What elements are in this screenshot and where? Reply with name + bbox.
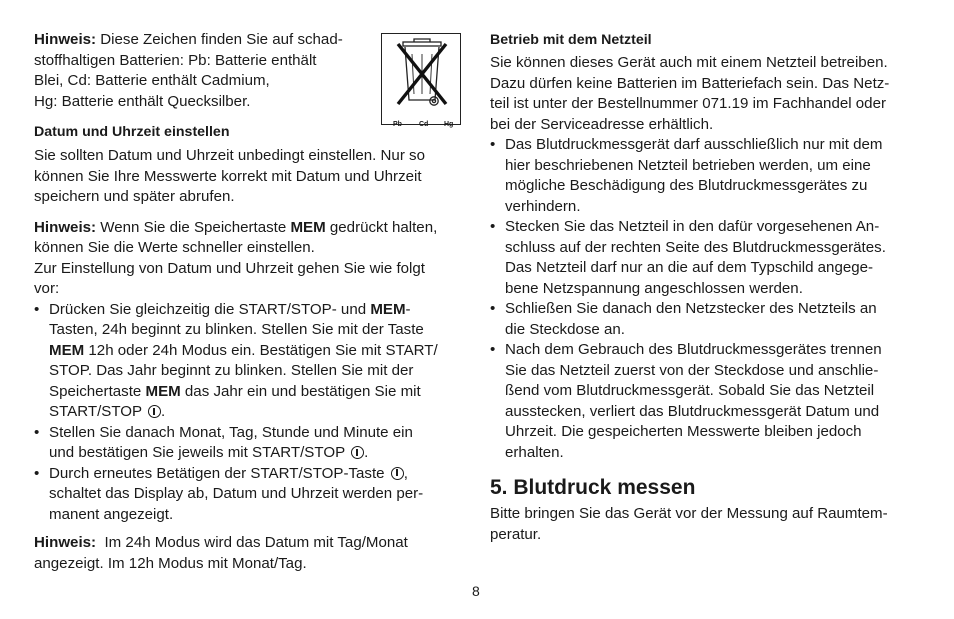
mode-note: Hinweis: Im 24h Modus wird das Datum mit Tag/Monat angezeigt. Im 12h Modus mit Monat/Tag. — [34, 534, 408, 572]
right-column — [490, 30, 920, 545]
list-item: • Stecken Sie das Netzteil in den dafür vorgesehenen An- schluss auf der rechten Seite des Blutdruckmessgerätes. Das Netzteil darf nur an die auf dem Typschild angege- bene Netzspannung angeschlossen werden. — [490, 217, 920, 299]
list-item: • Durch erneutes Betätigen der START/STOP-Taste , schaltet das Display ab, Datum und Uhrzeit werden per- manent angezeigt. — [34, 464, 466, 526]
datetime-heading: Datum und Uhrzeit einstellen — [34, 124, 230, 140]
list-item: • Drücken Sie gleichzeitig die START/STOP- und MEM- Tasten, 24h beginnt zu blinken. Stellen Sie mit der Taste MEM 12h oder 24h Modus ein. Bestätigen Sie mit START/ STOP. Das Jahr beginnt zu blinken. Stellen Sie mit der Speichertaste MEM das Jahr ein und bestätigen Sie mit START/STOP . — [34, 300, 466, 423]
list-item: • Schließen Sie danach den Netzstecker des Netzteils an die Steckdose an. — [490, 299, 920, 340]
list-item: • Das Blutdruckmessgerät darf ausschließlich nur mit dem hier beschriebenen Netzteil betrieben werden, um eine mögliche Beschädigung des Blutdruckmessgerätes zu verhindern. — [490, 135, 920, 217]
datetime-intro: Sie sollten Datum und Uhrzeit unbedingt einstellen. Nur so können Sie Ihre Messwerte korrekt mit Datum und Uhrzeit speichern und später abrufen. — [34, 147, 425, 205]
power-icon — [391, 467, 404, 480]
battery-note: Hinweis: Diese Zeichen finden Sie auf schad- stoffhaltigen Batterien: Pb: Batterie enthält Blei, Cd: Batterie enthält Cadmium, Hg: Batterie enthält Quecksilber. — [34, 31, 343, 110]
power-list — [490, 135, 920, 463]
crossed-bin-symbol: Pb Cd Hg — [381, 33, 461, 125]
section-text: Bitte bringen Sie das Gerät vor der Messung auf Raumtem- peratur. — [490, 505, 888, 543]
crossed-bin-icon — [382, 34, 462, 126]
list-item: • Stellen Sie danach Monat, Tag, Stunde und Minute ein und bestätigen Sie jeweils mit START/STOP . — [34, 423, 466, 464]
page-number: 8 — [472, 583, 480, 599]
datetime-steps — [34, 300, 466, 526]
note-label: Hinweis: — [34, 31, 97, 48]
list-item: • Nach dem Gebrauch des Blutdruckmessgerätes trennen Sie das Netzteil zuerst von der Steckdose und anschlie- ßend vom Blutdruckmessgerät. Sobald Sie das Netzteil ausstecken, verliert das Blutdruckmessgerät Datum und Uhrzeit. Die gespeicherten Messwerte bleiben jedoch erhalten. — [490, 340, 920, 463]
section-title: 5. Blutdruck messen — [490, 476, 696, 499]
power-icon — [148, 405, 161, 418]
mem-note: Hinweis: Wenn Sie die Speichertaste MEM gedrückt halten, können Sie die Werte schneller einstellen. Zur Einstellung von Datum und Uhrzeit gehen Sie wie folgt vor: — [34, 218, 438, 297]
power-heading: Betrieb mit dem Netzteil — [490, 32, 652, 48]
power-icon — [351, 446, 364, 459]
power-intro: Sie können dieses Gerät auch mit einem Netzteil betreiben. Dazu dürfen keine Batterien im Batteriefach sein. Das Netz- teil ist unter der Bestellnummer 071.19 im Fachhandel oder bei der Serviceadresse erhältlich. — [490, 54, 890, 133]
